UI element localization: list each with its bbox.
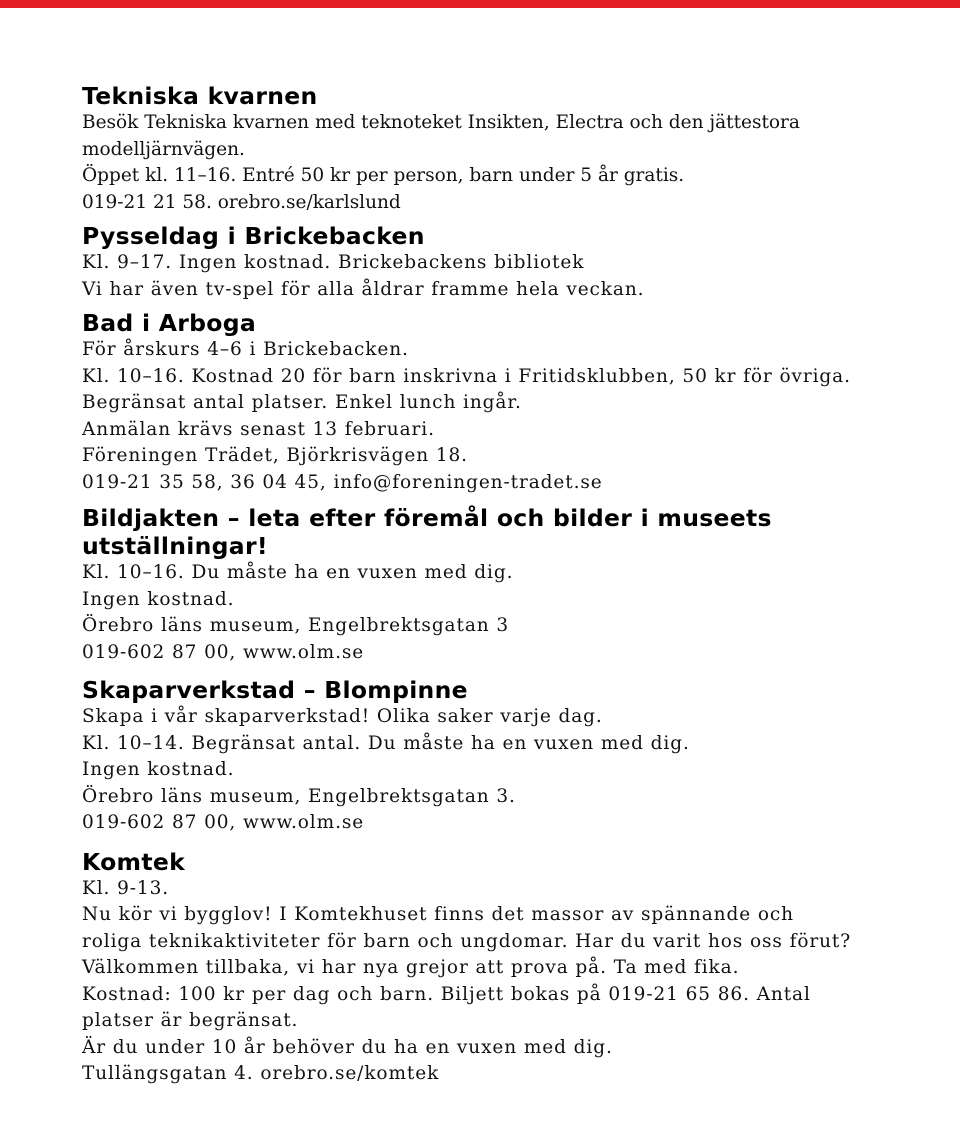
text-line: Tullängsgatan 4. orebro.se/komtek [82,1063,440,1084]
text-line: 019-21 21 58. orebro.se/karlslund [82,191,401,213]
text-line: Skapa i vår skaparverkstad! Olika saker varje dag. [82,706,603,727]
section-komtek [82,848,942,1088]
text-line: modelljärnvägen. [82,138,245,160]
section-heading: Bad i Arboga [82,309,257,337]
text-line: Kl. 9–17. Ingen kostnad. Brickebackens bibliotek [82,252,585,273]
section-heading: Komtek [82,847,186,876]
text-line: Ingen kostnad. [82,588,235,610]
text-line: För årskurs 4–6 i Brickebacken. [82,339,409,360]
text-line: Anmälan krävs senast 13 februari. [82,418,435,440]
text-line: Vi har även tv-spel för alla åldrar framme hela veckan. [82,278,645,300]
section-heading: Skaparverkstad – Blompinne [82,676,468,704]
text-line: Öppet kl. 11–16. Entré 50 kr per person, barn under 5 år gratis. [82,165,685,186]
section-tekniska-kvarnen [82,82,942,216]
text-line: Besök Tekniska kvarnen med teknoteket Insikten, Electra och den jättestora [82,112,800,133]
section-pysseldag [82,222,942,303]
text-line: Kl. 9-13. [82,877,170,899]
section-heading [82,504,942,560]
text-line: 019-21 35 58, 36 04 45, info@foreningen-tradet.se [82,471,603,493]
text-line: roliga teknikaktiviteter för barn och ungdomar. Har du varit hos oss förut? [82,930,852,952]
text-line: Kostnad: 100 kr per dag och barn. Biljett bokas på 019-21 65 86. Antal [82,983,811,1005]
section-bildjakten [82,504,942,666]
text-line: Begränsat antal platser. Enkel lunch ingår. [82,392,522,413]
section-heading-line: Bildjakten – leta efter föremål och bilder i museets [82,504,772,532]
text-line: Är du under 10 år behöver du ha en vuxen med dig. [82,1036,613,1058]
text-line: Kl. 10–16. Du måste ha en vuxen med dig. [82,562,514,583]
top-accent-bar [0,0,960,8]
text-line: Ingen kostnad. [82,759,235,780]
text-line: Örebro läns museum, Engelbrektsgatan 3 [82,615,510,636]
text-line: 019-602 87 00, www.olm.se [82,812,365,833]
text-line: 019-602 87 00, www.olm.se [82,641,365,663]
text-line: Föreningen Trädet, Björkrisvägen 18. [82,445,468,466]
text-line: Kl. 10–16. Kostnad 20 för barn inskrivna i Fritidsklubben, 50 kr för övriga. [82,365,851,387]
section-heading-line: utställningar! [82,532,268,560]
text-line: platser är begränsat. [82,1010,299,1031]
section-heading: Pysseldag i Brickebacken [82,222,425,250]
text-line: Kl. 10–14. Begränsat antal. Du måste ha en vuxen med dig. [82,732,690,754]
text-line: Örebro läns museum, Engelbrektsgatan 3. [82,785,516,807]
event-listing [82,79,942,1088]
section-bad-i-arboga [82,309,942,496]
section-heading: Tekniska kvarnen [82,82,318,110]
text-line: Nu kör vi bygglov! I Komtekhuset finns det massor av spännande och [82,904,794,925]
section-skaparverkstad [82,676,942,837]
text-line: Välkommen tillbaka, vi har nya grejor att prova på. Ta med fika. [82,957,740,978]
